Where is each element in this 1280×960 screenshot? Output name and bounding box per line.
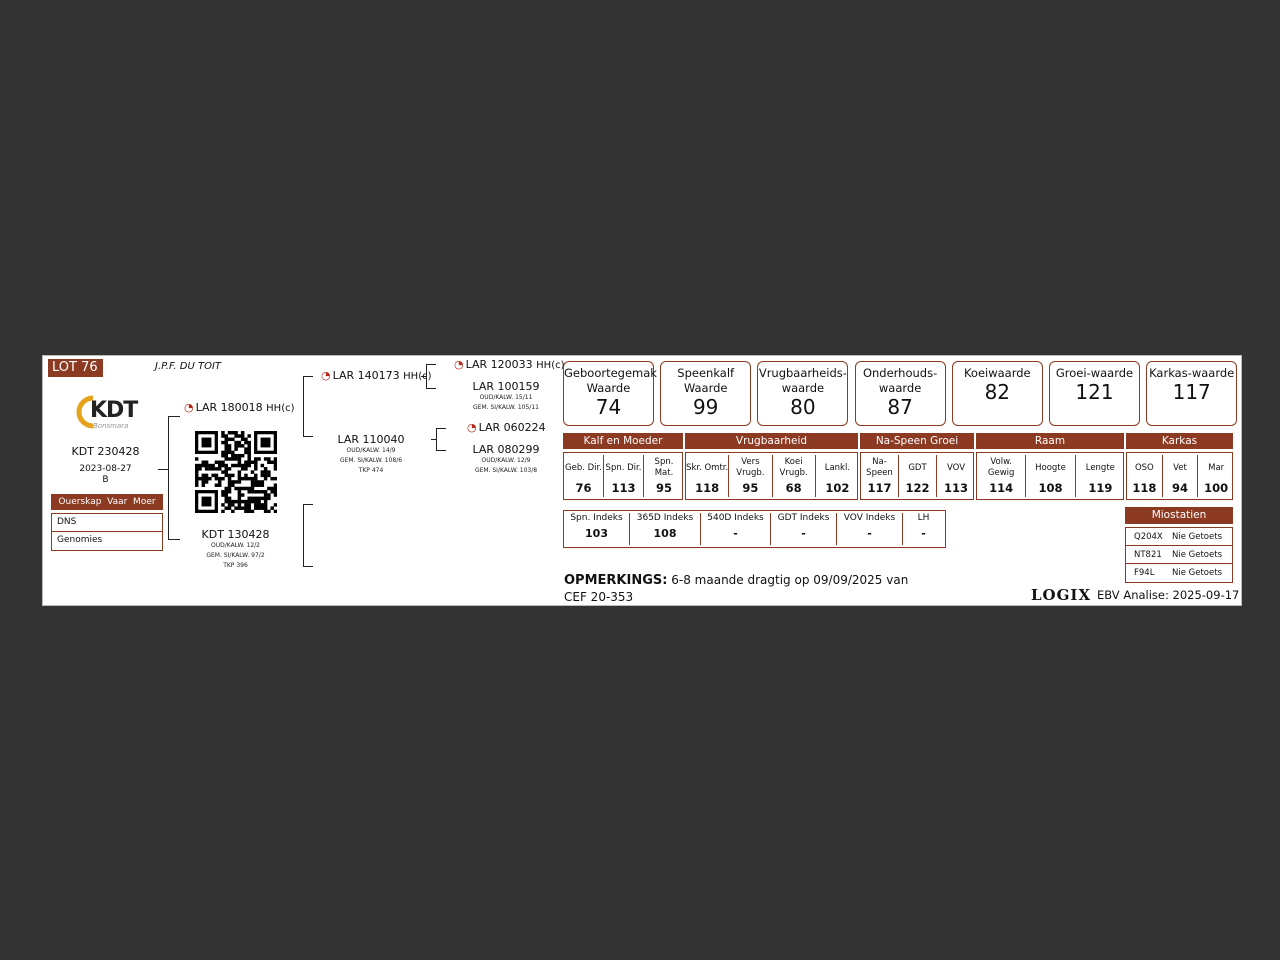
group-cells xyxy=(976,452,1124,500)
dam-detail-2: GEM. SI/KALW. 97/2 xyxy=(206,552,265,559)
value-box-title: Karkas-waarde xyxy=(1149,366,1235,380)
remarks xyxy=(564,572,929,606)
sdd-name: LAR 080299 xyxy=(472,443,540,456)
index-cell xyxy=(771,513,837,545)
connector-line xyxy=(303,504,304,566)
logo-text: KDT xyxy=(90,398,138,423)
value-box xyxy=(952,361,1043,426)
group-cells xyxy=(563,452,683,500)
trait-cell xyxy=(977,455,1026,497)
trait-value: 108 xyxy=(1038,481,1063,495)
sd-detail-3: TKP 474 xyxy=(358,467,384,474)
lot-badge: LOT 76 xyxy=(48,359,103,377)
sd-detail-2: GEM. SI/KALW. 108/6 xyxy=(339,457,403,464)
trait-cell xyxy=(1127,455,1163,497)
connector-line xyxy=(436,428,437,450)
index-cell xyxy=(701,513,771,545)
dam-name: KDT 130428 xyxy=(201,528,270,541)
breeder-name: J.P.F. DU TOIT xyxy=(155,361,222,372)
sss-name xyxy=(454,358,565,371)
connector-line xyxy=(168,539,180,540)
connector-line xyxy=(303,504,313,505)
trait-label: Vers Vrugb. xyxy=(736,457,765,478)
trait-label: Na-Speen xyxy=(866,457,893,478)
index-value: - xyxy=(867,527,872,540)
value-box xyxy=(757,361,848,426)
sdd-detail-1: OUD/KALW. 12/9 xyxy=(481,457,531,464)
group-header: Karkas xyxy=(1126,433,1233,449)
trait-cell xyxy=(564,455,604,497)
sds-name xyxy=(467,421,546,434)
value-box-number: 99 xyxy=(692,395,719,419)
trait-value: 100 xyxy=(1204,481,1229,495)
gene-status: Nie Getoets xyxy=(1172,532,1222,542)
sds-id: LAR 060224 xyxy=(478,421,546,434)
miostatien-row xyxy=(1126,546,1232,564)
connector-line xyxy=(303,376,313,377)
trait-label: Lengte xyxy=(1085,462,1115,473)
index-cell xyxy=(630,513,701,545)
trait-value: 113 xyxy=(943,481,968,495)
value-box-number: 121 xyxy=(1075,380,1114,404)
value-box-number: 74 xyxy=(595,395,622,419)
index-cell xyxy=(903,513,944,545)
group-cells xyxy=(860,452,974,500)
trait-label: Geb. Dir. xyxy=(565,462,602,473)
group-header: Na-Speen Groei xyxy=(860,433,974,449)
ssd-detail-2: GEM. SI/KALW. 105/11 xyxy=(473,404,539,411)
miostatien-header: Miostatien xyxy=(1125,507,1233,524)
sire-name xyxy=(184,401,295,414)
trait-cell xyxy=(604,455,644,497)
trait-label: Spn. Mat. xyxy=(654,457,674,478)
trait-value: 76 xyxy=(575,481,592,495)
trait-label: VOV xyxy=(946,462,966,473)
trait-value: 102 xyxy=(825,481,850,495)
index-label: 540D Indeks xyxy=(707,513,764,523)
index-value: - xyxy=(733,527,738,540)
sss-id: LAR 120033 xyxy=(465,358,533,371)
index-label: Spn. Indeks xyxy=(570,513,623,523)
value-box xyxy=(1146,361,1237,426)
trait-cell xyxy=(937,455,975,497)
value-box-title: Onderhouds-waarde xyxy=(862,366,938,395)
ss-name xyxy=(321,369,432,382)
value-box xyxy=(855,361,946,426)
value-box xyxy=(563,361,657,426)
gene-status: Nie Getoets xyxy=(1172,568,1222,578)
trait-cell xyxy=(644,455,684,497)
ssd-name: LAR 100159 xyxy=(472,380,540,393)
connector-line xyxy=(426,364,436,365)
remarks-label: OPMERKINGS: xyxy=(564,573,668,588)
trait-value: 95 xyxy=(742,481,759,495)
gene-code: Q204X xyxy=(1134,532,1163,542)
index-label: GDT Indeks xyxy=(777,513,830,523)
group-header: Raam xyxy=(976,433,1124,449)
value-box-title: Vrugbaarheids-waarde xyxy=(758,366,847,395)
trait-label: Spn. Dir. xyxy=(605,462,642,473)
trait-label: OSO xyxy=(1134,462,1154,473)
logix-logo: LOGIX xyxy=(1031,586,1092,604)
connector-line xyxy=(303,566,313,567)
trait-cell xyxy=(773,455,816,497)
ss-tag: HH(c) xyxy=(403,371,432,382)
trait-cell xyxy=(729,455,772,497)
qr-code xyxy=(195,431,277,513)
group-cells xyxy=(685,452,858,500)
sss-tag: HH(c) xyxy=(536,360,565,371)
trait-value: 95 xyxy=(655,481,672,495)
trait-cell xyxy=(816,455,859,497)
group-header: Vrugbaarheid xyxy=(685,433,858,449)
gene-status: Nie Getoets xyxy=(1172,550,1222,560)
lot-card xyxy=(42,355,1242,606)
value-box xyxy=(660,361,751,426)
value-box-number: 82 xyxy=(984,380,1011,404)
trait-label: GDT xyxy=(908,462,927,473)
sd-name: LAR 110040 xyxy=(337,433,405,446)
trait-value: 118 xyxy=(695,481,720,495)
index-label: LH xyxy=(917,513,930,523)
index-value: - xyxy=(921,527,926,540)
value-box-number: 117 xyxy=(1172,380,1211,404)
trait-cell xyxy=(861,455,899,497)
trait-cell xyxy=(686,455,729,497)
index-value: 108 xyxy=(653,527,677,540)
value-box-title: Geboortegemak Waarde xyxy=(564,366,657,395)
trait-label: Volw. Gewig xyxy=(987,457,1015,478)
trait-cell xyxy=(1076,455,1125,497)
trait-value: 94 xyxy=(1171,481,1188,495)
trait-cell xyxy=(1026,455,1075,497)
trait-value: 122 xyxy=(905,481,930,495)
parentage-row-dns: DNS xyxy=(52,514,162,532)
animal-id: KDT 230428 xyxy=(71,445,140,458)
trait-value: 114 xyxy=(989,481,1014,495)
group-cells xyxy=(1126,452,1233,500)
ss-marker-icon: ◔ xyxy=(321,369,331,382)
index-table xyxy=(563,510,946,548)
ssd-detail-1: OUD/KALW. 15/11 xyxy=(479,394,533,401)
connector-line xyxy=(168,416,180,417)
connector-line xyxy=(303,436,313,437)
sss-marker-icon: ◔ xyxy=(454,358,464,371)
connector-line xyxy=(158,469,168,470)
remarks-text: 6-8 maande dragtig op 09/09/2025 van CEF 20-353 xyxy=(564,573,909,604)
ss-id: LAR 140173 xyxy=(332,369,400,382)
connector-line xyxy=(436,428,446,429)
parentage-header: Ouerskap Vaar Moer xyxy=(51,494,163,510)
value-box-number: 87 xyxy=(887,395,913,419)
sire-marker-icon: ◔ xyxy=(184,401,194,414)
trait-cell xyxy=(899,455,937,497)
connector-line xyxy=(426,388,436,389)
group-header: Kalf en Moeder xyxy=(563,433,683,449)
trait-label: Lankl. xyxy=(824,462,851,473)
miostatien-row xyxy=(1126,528,1232,546)
trait-label: Hoogte xyxy=(1035,462,1066,473)
value-box-title: Speenkalf Waarde xyxy=(677,366,735,395)
trait-label: Koei Vrugb. xyxy=(779,457,808,478)
sd-detail-1: OUD/KALW. 14/9 xyxy=(346,447,396,454)
trait-value: 118 xyxy=(1132,481,1157,495)
trait-value: 119 xyxy=(1088,481,1113,495)
connector-line xyxy=(436,450,446,451)
value-box-title: Koeiwaarde xyxy=(963,366,1031,380)
trait-label: Vet xyxy=(1173,462,1187,473)
dam-detail-1: OUD/KALW. 12/2 xyxy=(210,542,260,549)
connector-line xyxy=(303,376,304,436)
dam-detail-3: TKP 396 xyxy=(223,562,248,569)
value-box-title: Groei-waarde xyxy=(1055,366,1134,380)
miostatien-row xyxy=(1126,564,1232,582)
sire-id: LAR 180018 xyxy=(195,401,263,414)
trait-cell xyxy=(1163,455,1199,497)
trait-value: 117 xyxy=(867,481,892,495)
sdd-detail-2: GEM. SI/KALW. 103/8 xyxy=(474,467,538,474)
index-label: VOV Indeks xyxy=(843,513,896,523)
ebv-analysis-date: EBV Analise: 2025-09-17 xyxy=(1097,588,1240,602)
trait-label: Mar xyxy=(1208,462,1225,473)
miostatien-table xyxy=(1125,527,1233,583)
index-value: 103 xyxy=(585,527,608,540)
trait-label: Skr. Omtr. xyxy=(686,462,729,473)
parentage-table xyxy=(51,513,163,551)
birth-date: 2023-08-27 xyxy=(79,464,132,474)
gene-code: NT821 xyxy=(1134,550,1162,560)
index-cell xyxy=(837,513,903,545)
sire-tag: HH(c) xyxy=(266,403,295,414)
parentage-row-genomies: Genomies xyxy=(57,535,103,545)
value-box xyxy=(1049,361,1140,426)
sds-marker-icon: ◔ xyxy=(467,421,477,434)
trait-cell xyxy=(1198,455,1234,497)
trait-value: 68 xyxy=(785,481,802,495)
gene-code: F94L xyxy=(1134,568,1155,578)
logo-sub: Bonsmara xyxy=(93,422,129,430)
trait-value: 113 xyxy=(611,481,636,495)
connector-line xyxy=(168,416,169,539)
kdt-logo xyxy=(73,392,148,432)
index-value: - xyxy=(801,527,806,540)
index-cell xyxy=(564,513,630,545)
index-label: 365D Indeks xyxy=(636,513,694,523)
value-box-number: 80 xyxy=(790,395,816,419)
animal-code: B xyxy=(102,475,109,485)
